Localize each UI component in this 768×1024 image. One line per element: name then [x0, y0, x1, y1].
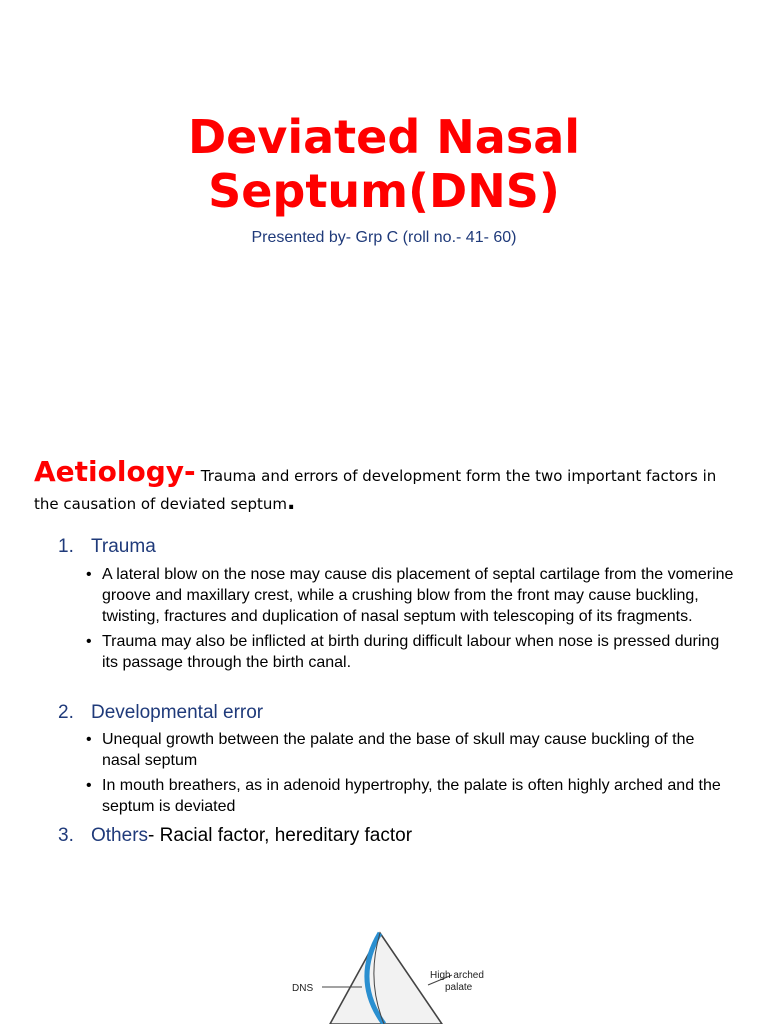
bullet-icon: • [86, 731, 92, 748]
aetiology-text: Trauma and errors of development form the two important factors in the causation of deviated septum [34, 467, 717, 513]
aetiology-heading: Aetiology- [34, 455, 196, 488]
list-item [86, 729, 736, 771]
section-3-text: - Racial factor, hereditary factor [148, 825, 413, 846]
section-1-number: 1. [58, 536, 74, 557]
subtitle: Presented by- Grp C (roll no.- 41- 60) [251, 229, 517, 246]
section-2-title: Developmental error [91, 702, 264, 723]
palate-label-line-2: palate [445, 982, 473, 993]
bullet-icon: • [86, 777, 92, 794]
nasal-cavity-outline [330, 933, 442, 1024]
section-2-bullets [86, 729, 736, 821]
title-line-2: Septum(DNS) [208, 164, 560, 218]
section-2-number: 2. [58, 702, 74, 723]
section-1-title: Trauma [91, 536, 156, 557]
section-3-number: 3. [58, 825, 74, 846]
title-line-1: Deviated Nasal [187, 110, 581, 164]
bullet-icon: • [86, 633, 92, 650]
list-item [86, 631, 736, 673]
slide-title [0, 110, 768, 218]
bullet-text: In mouth breathers, as in adenoid hypertrophy, the palate is often highly arched and the septum is deviated [102, 777, 721, 815]
section-1-heading [58, 536, 156, 558]
section-2-heading [58, 702, 263, 724]
bullet-text: Unequal growth between the palate and the base of skull may cause buckling of the nasal septum [102, 731, 695, 769]
section-3-heading [58, 825, 412, 847]
palate-label-line-1: High arched [430, 970, 484, 981]
bullet-text: Trauma may also be inflicted at birth during difficult labour when nose is pressed during its passage through the birth canal. [102, 633, 720, 671]
nasal-cross-section-diagram [280, 925, 510, 1024]
list-item [86, 564, 736, 627]
dns-label: DNS [292, 983, 314, 994]
list-item [86, 775, 736, 817]
bullet-text: A lateral blow on the nose may cause dis placement of septal cartilage from the vomerine groove and maxillary crest, while a crushing blow from the front may cause buckling, twisting, fractures and duplication of nasal septum with telescoping of its fragments. [102, 566, 734, 625]
bullet-icon: • [86, 566, 92, 583]
section-3-title: Others [91, 825, 149, 846]
aetiology-end-dot: . [287, 490, 296, 515]
aetiology-paragraph [34, 455, 744, 518]
section-1-bullets [86, 564, 736, 677]
